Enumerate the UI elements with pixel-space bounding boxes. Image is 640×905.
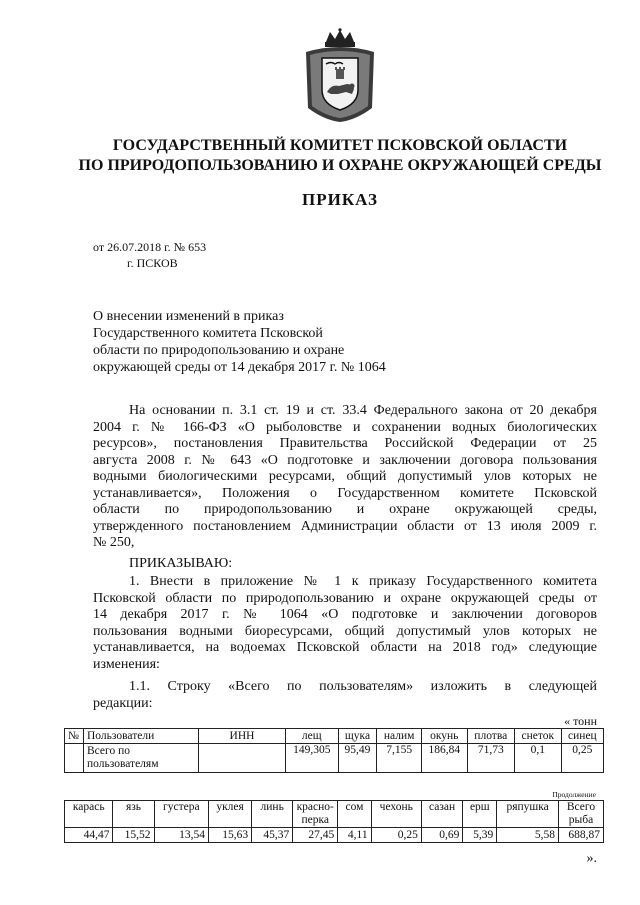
table-header-cell: щука — [338, 729, 377, 744]
table-cell: 7,155 — [377, 744, 421, 773]
table-row — [65, 828, 604, 843]
text-line: ресурсов», постановления Правительства Российской Федерации от 25 — [93, 436, 597, 451]
table-header-cell: Пользователи — [84, 729, 199, 744]
table-cell: Всего по пользователям — [84, 744, 199, 773]
text-line: утвержденного постановлением Администрации области от 13 июля 2009 г. — [93, 518, 597, 534]
table-header-cell: карась — [65, 801, 113, 828]
table-cell — [65, 744, 84, 773]
table-header-cell: уклея — [209, 801, 252, 828]
text-line: устанавливается», Положения о Государственном комитете Псковской — [93, 485, 597, 501]
units-label: « тонн — [564, 714, 597, 728]
table-cell: 0,25 — [561, 744, 603, 773]
table-header-cell: линь — [252, 801, 293, 828]
text-line: пользования водными биоресурсами, общий допустимый улов которых не — [93, 623, 597, 639]
table-cell: 149,305 — [286, 744, 339, 773]
table-cell: 15,63 — [209, 828, 252, 843]
text-line: водными биологическими ресурсами, общий допустимый улов которых не — [93, 469, 597, 484]
closing-quote: ». — [586, 851, 597, 866]
table-cell: 0,69 — [421, 828, 462, 843]
table-header-cell: сазан — [421, 801, 462, 828]
table-cell: 45,37 — [252, 828, 293, 843]
order-date-number: от 26.07.2018 г. № 653 — [93, 240, 207, 254]
table-header-cell: плотва — [467, 729, 514, 744]
table-header-cell: снеток — [514, 729, 561, 744]
text-line: редакции: — [93, 695, 153, 711]
table-header-cell: ИНН — [199, 729, 286, 744]
table-cell: 13,54 — [154, 828, 208, 843]
table-header-cell: ерш — [463, 801, 497, 828]
table-header-cell: сом — [338, 801, 371, 828]
order-word-paragraph — [93, 556, 597, 573]
table-cell: 4,11 — [338, 828, 371, 843]
table-cell: 71,73 — [467, 744, 514, 773]
organization-name-line-1: ГОСУДАРСТВЕННЫЙ КОМИТЕТ ПСКОВСКОЙ ОБЛАСТИ — [112, 137, 568, 154]
table-header-cell: Всего рыба — [559, 801, 604, 828]
text-line: 1.1. Строку «Всего по пользователям» изложить в следующей — [129, 679, 597, 694]
table-header-row — [65, 801, 604, 828]
table-cell: 688,87 — [559, 828, 604, 843]
table-header-cell: налим — [377, 729, 421, 744]
table-cell: 95,49 — [338, 744, 377, 773]
subject-line: Государственного комитета Псковской — [93, 326, 323, 341]
order-subject — [93, 308, 386, 376]
text-line: устанавливается, на водоемах Псковской области на 2018 год» следующие — [93, 640, 597, 655]
table-cell: 186,84 — [421, 744, 467, 773]
subject-line: окружающей среды от 14 декабря 2017 г. № 1064 — [93, 360, 386, 375]
table-header-cell: язь — [113, 801, 154, 828]
table-cell: 0,25 — [371, 828, 421, 843]
text-line: Псковской области по природопользованию и охране окружающей среды от — [93, 590, 597, 606]
text-line: 1. Внести в приложение № 1 к приказу Государственного комитета — [129, 574, 597, 589]
text-line: На основании п. 3.1 ст. 19 и ст. 33.4 Федерального закона от 20 декабря — [129, 403, 597, 418]
table-cell: 0,1 — [514, 744, 561, 773]
coat-of-arms-icon — [298, 28, 382, 124]
table-cell: 44,47 — [65, 828, 113, 843]
document-type-title: ПРИКАЗ — [302, 190, 378, 209]
table-header-cell: красно-перка — [293, 801, 338, 828]
table-header-cell: синец — [561, 729, 603, 744]
table-header-cell: № — [65, 729, 84, 744]
table-header-cell: чехонь — [371, 801, 421, 828]
text-line: № 250, — [93, 535, 135, 550]
text-line: 2004 г. № 166-ФЗ «О рыболовстве и сохранении водных биологических — [93, 419, 597, 435]
text-line: августа 2008 г. № 643 «О подготовке и заключении договора пользования — [93, 452, 597, 468]
table-cell: 5,39 — [463, 828, 497, 843]
table-header-cell: густера — [154, 801, 208, 828]
table-header-cell: окунь — [421, 729, 467, 744]
order-word: ПРИКАЗЫВАЮ: — [129, 556, 233, 571]
table-cell: 27,45 — [293, 828, 338, 843]
text-line: области по природопользованию и охране окружающей среды, — [93, 502, 597, 517]
text-line: изменения: — [93, 656, 160, 672]
subject-line: области по природопользованию и охране — [93, 343, 345, 358]
table-cell: 5,58 — [497, 828, 559, 843]
table-row — [65, 744, 604, 773]
catch-table-part-2 — [64, 800, 604, 843]
text-line: 14 декабря 2017 г. № 1064 «О подготовке и заключении договоров — [93, 607, 597, 622]
organization-name-line-2: ПО ПРИРОДОПОЛЬЗОВАНИЮ И ОХРАНЕ ОКРУЖАЮЩЕЙ СРЕДЫ — [78, 157, 602, 174]
table-cell — [199, 744, 286, 773]
item-1-paragraph — [93, 574, 597, 673]
table-header-row — [65, 729, 604, 744]
catch-table-part-1 — [64, 728, 604, 773]
continuation-label: Продолжение — [552, 790, 596, 799]
basis-paragraph — [93, 403, 597, 552]
table-cell: 15,52 — [113, 828, 154, 843]
table-header-cell: лещ — [286, 729, 339, 744]
table-header-cell: ряпушка — [497, 801, 559, 828]
item-1-1-paragraph — [93, 679, 597, 712]
subject-line: О внесении изменений в приказ — [93, 309, 284, 324]
order-city: г. ПСКОВ — [127, 256, 178, 270]
